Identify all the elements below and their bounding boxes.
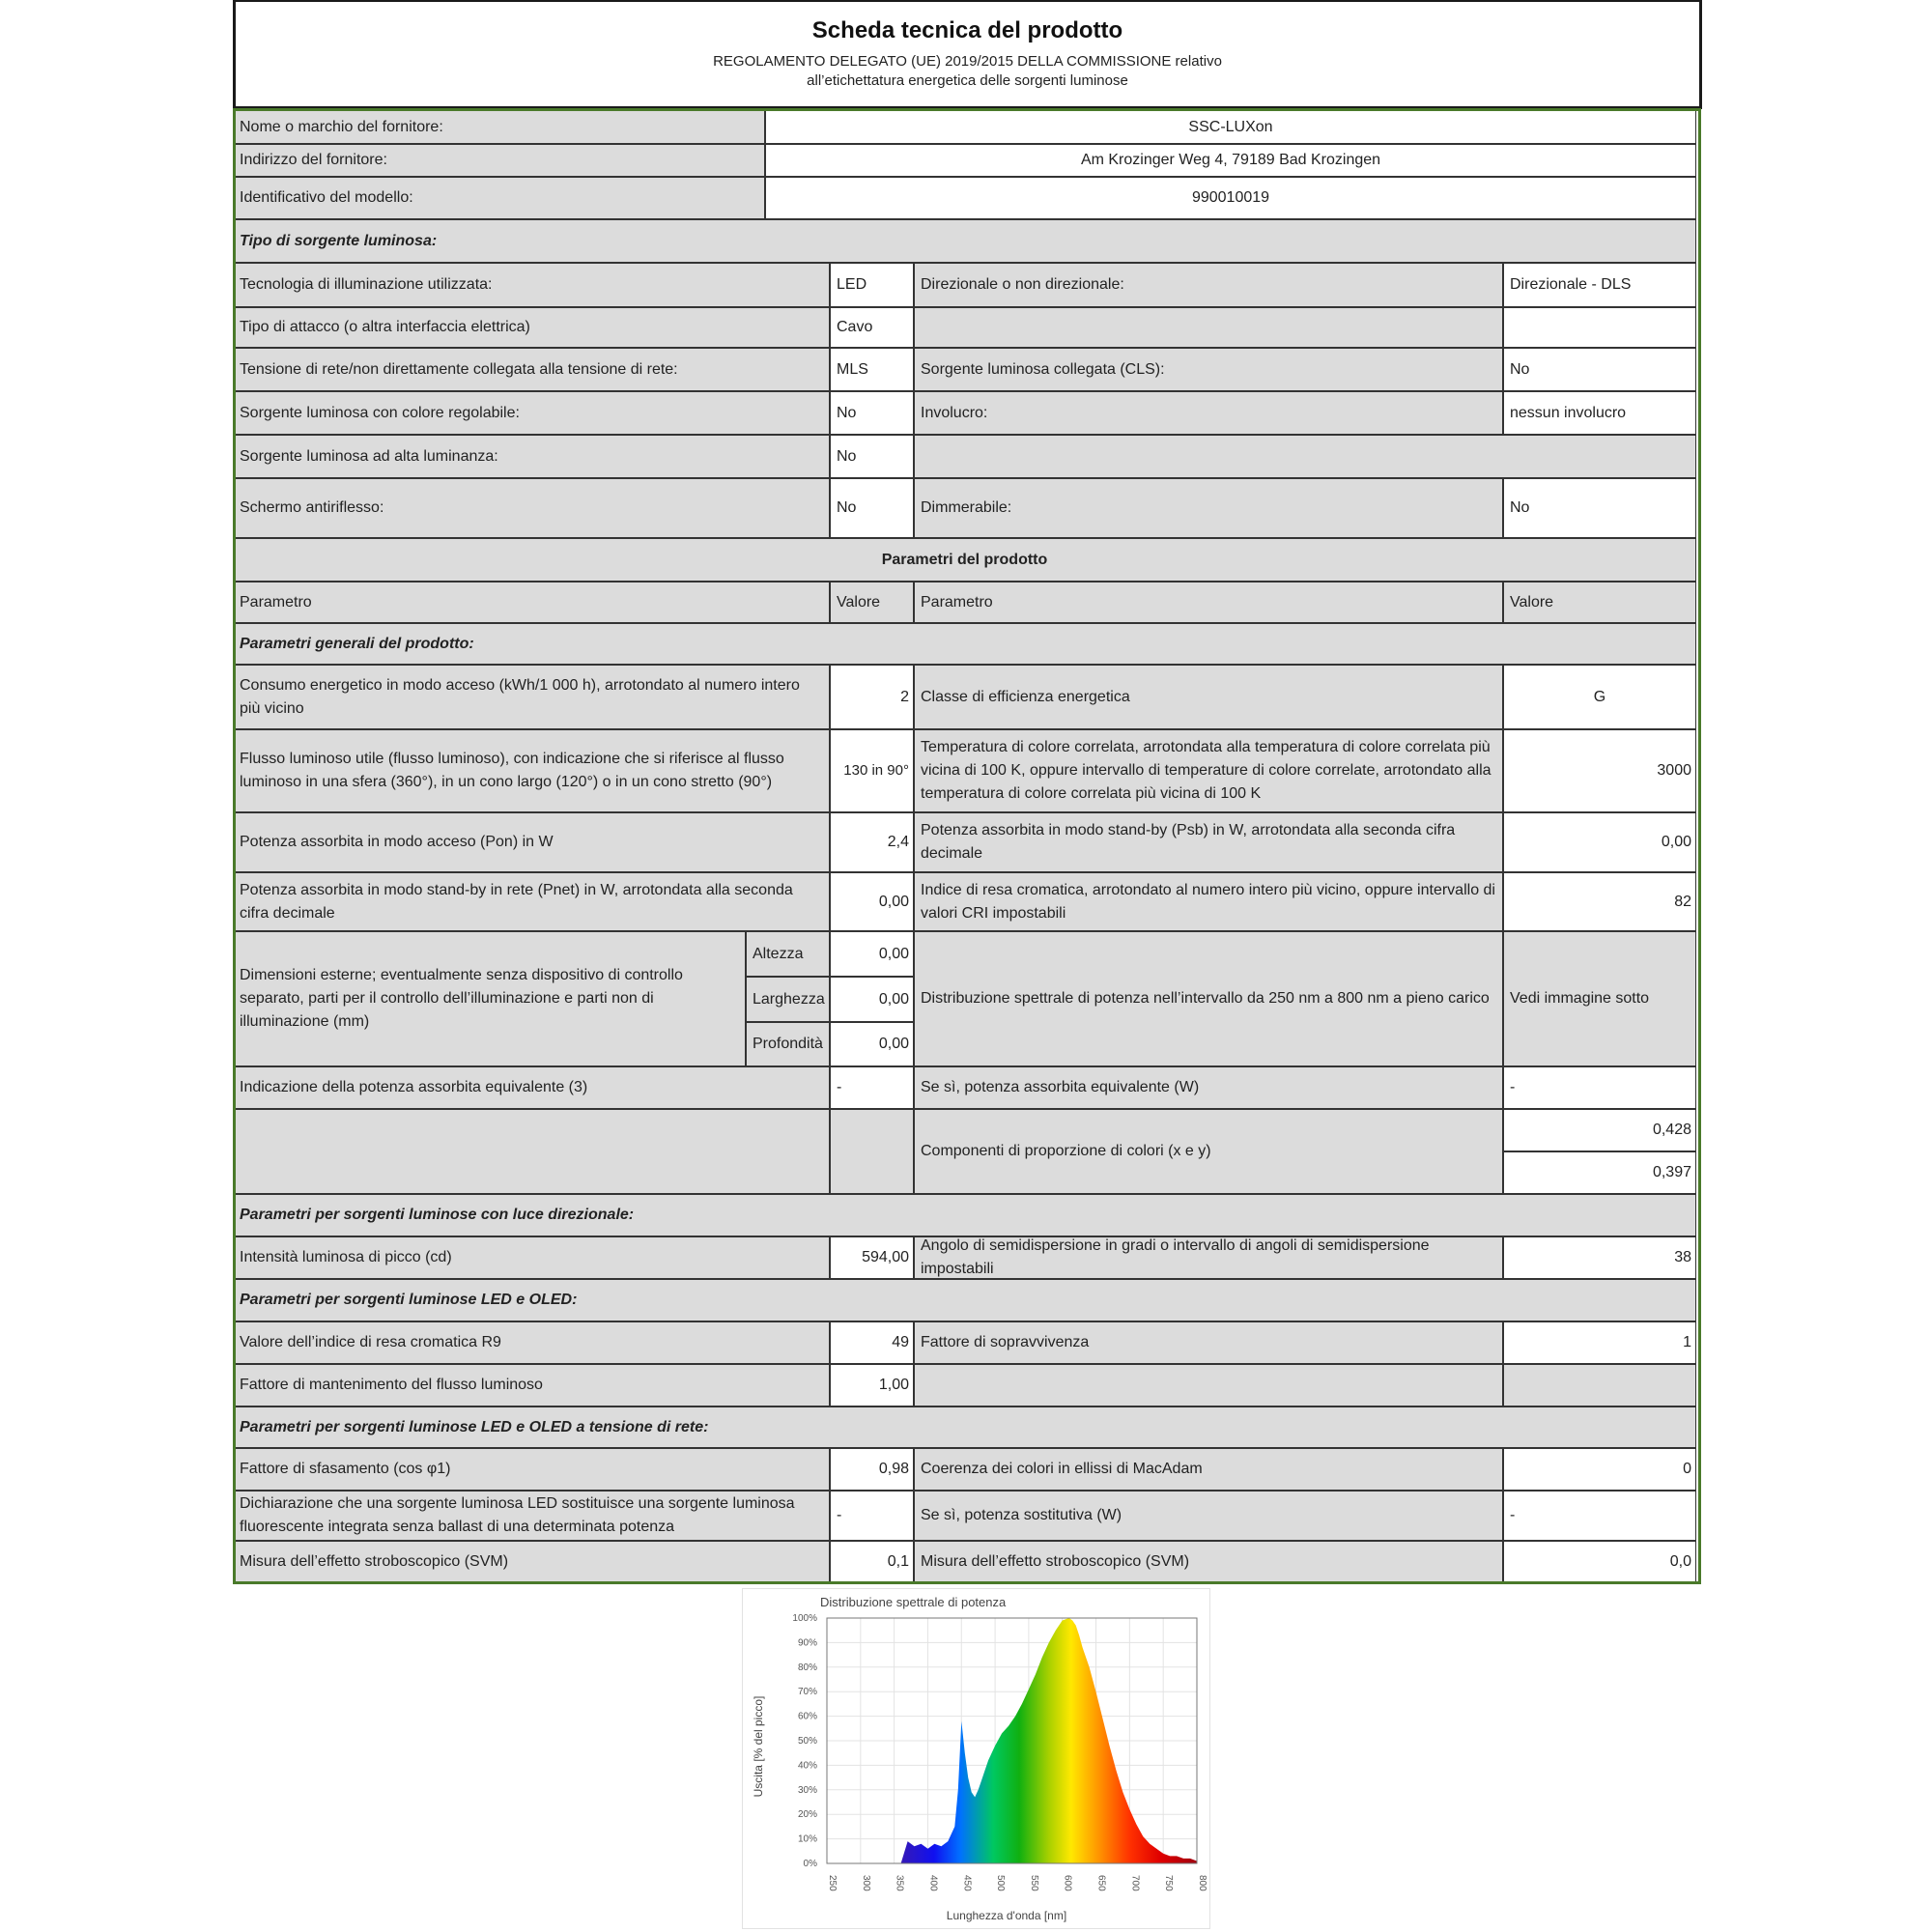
spd-value: Vedi immagine sotto [1503, 931, 1696, 1066]
equivalent-power-w-label: Se sì, potenza assorbita equivalente (W) [914, 1066, 1503, 1109]
spectral-distribution-chart [742, 1588, 1210, 1929]
y-tick-label: 0% [803, 1859, 817, 1869]
cri-value: 82 [1503, 872, 1696, 931]
y-axis-label: Uscita [% del picco] [752, 1695, 765, 1798]
svm-value-right: 0,0 [1503, 1541, 1696, 1583]
replacement-power-label: Se sì, potenza sostitutiva (W) [914, 1491, 1503, 1541]
efficiency-class-label: Classe di efficienza energetica [914, 665, 1503, 729]
y-tick-label: 90% [797, 1637, 817, 1649]
empty-cell [914, 1364, 1503, 1406]
pnet-label: Potenza assorbita in modo stand-by in rete (Pnet) in W, arrotondata alla seconda cifra decimale [233, 872, 830, 931]
chromaticity-x-value: 0,428 [1503, 1109, 1696, 1151]
x-tick-label: 350 [894, 1875, 905, 1891]
pnet-value: 0,00 [830, 872, 914, 931]
cct-value: 3000 [1503, 729, 1696, 812]
mains-label: Tensione di rete/non direttamente collegata alla tensione di rete: [233, 348, 830, 391]
colour-tunable-value: No [830, 391, 914, 435]
x-tick-label: 750 [1163, 1875, 1175, 1891]
model-id-label: Identificativo del modello: [233, 177, 765, 219]
luminous-flux-value: 130 in 90° [830, 729, 914, 812]
product-datasheet [233, 0, 1704, 1587]
supplier-name-label: Nome o marchio del fornitore: [233, 110, 765, 144]
chromaticity-label: Componenti di proporzione di colori (x e y) [914, 1109, 1503, 1194]
efficiency-class-value: G [1503, 665, 1696, 729]
y-tick-label: 80% [797, 1662, 817, 1673]
light-source-type-heading: Tipo di sorgente luminosa: [233, 219, 1696, 263]
col-header-param: Parametro [233, 582, 830, 623]
r9-label: Valore dell’indice di resa cromatica R9 [233, 1321, 830, 1364]
page-title: Scheda tecnica del prodotto [811, 17, 1123, 43]
col-header-param: Parametro [914, 582, 1503, 623]
directional-value: Direzionale - DLS [1503, 263, 1696, 307]
x-tick-label: 800 [1197, 1875, 1208, 1891]
empty-cell [830, 1109, 914, 1194]
anti-glare-label: Schermo antiriflesso: [233, 478, 830, 538]
height-value: 0,00 [830, 931, 914, 977]
svm-label: Misura dell’effetto stroboscopico (SVM) [233, 1541, 830, 1583]
x-tick-label: 550 [1028, 1875, 1039, 1891]
empty-cell [914, 435, 1696, 478]
y-tick-label: 40% [797, 1760, 817, 1772]
supplier-name-value: SSC-LUXon [765, 110, 1696, 144]
cap-type-value: Cavo [830, 307, 914, 348]
colour-tunable-label: Sorgente luminosa con colore regolabile: [233, 391, 830, 435]
x-tick-label: 250 [827, 1875, 838, 1891]
product-params-heading: Parametri del prodotto [233, 538, 1696, 582]
directional-label: Direzionale o non direzionale: [914, 263, 1503, 307]
y-tick-label: 100% [792, 1613, 817, 1624]
empty-cell [1503, 1364, 1696, 1406]
y-tick-label: 20% [797, 1809, 817, 1821]
peak-intensity-label: Intensità luminosa di picco (cd) [233, 1236, 830, 1279]
cri-label: Indice di resa cromatica, arrotondato al numero intero più vicino, oppure intervallo di valori CRI impostabili [914, 872, 1503, 931]
cct-label: Temperatura di colore correlata, arrotondata alla temperatura di colore correlata più vicina di 100 K, oppure intervallo di temperature di colore correlate, arrotondato alla temperatura di colore correlata più vicina di 100 K [914, 729, 1503, 812]
model-id-value: 990010019 [765, 177, 1696, 219]
y-tick-label: 60% [797, 1711, 817, 1722]
y-tick-label: 10% [797, 1833, 817, 1845]
cls-value: No [1503, 348, 1696, 391]
r9-value: 49 [830, 1321, 914, 1364]
pon-label: Potenza assorbita in modo acceso (Pon) in W [233, 812, 830, 872]
psb-value: 0,00 [1503, 812, 1696, 872]
y-tick-label: 50% [797, 1736, 817, 1747]
empty-cell [1503, 307, 1696, 348]
depth-value: 0,00 [830, 1022, 914, 1066]
x-tick-label: 400 [927, 1875, 939, 1891]
x-tick-label: 650 [1095, 1875, 1107, 1891]
macadam-value: 0 [1503, 1448, 1696, 1491]
x-tick-label: 500 [995, 1875, 1007, 1891]
energy-consumption-label: Consumo energetico in modo acceso (kWh/1 000 h), arrotondato al numero intero più vicino [233, 665, 830, 729]
macadam-label: Coerenza dei colori in ellissi di MacAdam [914, 1448, 1503, 1491]
luminous-flux-label: Flusso luminoso utile (flusso luminoso), con indicazione che si riferisce al flusso luminoso in una sfera (360°), in un cono largo (120°) o in un cono stretto (90°) [233, 729, 830, 812]
equivalent-power-w-value: - [1503, 1066, 1696, 1109]
svm-label-right: Misura dell’effetto stroboscopico (SVM) [914, 1541, 1503, 1583]
displacement-factor-label: Fattore di sfasamento (cos φ1) [233, 1448, 830, 1491]
empty-cell [914, 307, 1503, 348]
datasheet-header [233, 0, 1702, 109]
dimmable-label: Dimmerabile: [914, 478, 1503, 538]
led-params-heading: Parametri per sorgenti luminose LED e OLED: [233, 1279, 1696, 1321]
chromaticity-y-value: 0,397 [1503, 1151, 1696, 1194]
empty-cell [233, 1109, 830, 1194]
beam-angle-value: 38 [1503, 1236, 1696, 1279]
chart-title: Distribuzione spettrale di potenza [820, 1595, 1007, 1609]
y-tick-label: 70% [797, 1687, 817, 1698]
beam-angle-label: Angolo di semidispersione in gradi o intervallo di angoli di semidispersione impostabili [914, 1236, 1503, 1279]
svm-value: 0,1 [830, 1541, 914, 1583]
supplier-address-value: Am Krozinger Weg 4, 79189 Bad Krozingen [765, 144, 1696, 177]
chart-canvas [743, 1589, 1209, 1928]
survival-factor-value: 1 [1503, 1321, 1696, 1364]
regulation-subtitle: REGOLAMENTO DELEGATO (UE) 2019/2015 DELLA COMMISSIONE relativo [713, 53, 1222, 70]
technology-label: Tecnologia di illuminazione utilizzata: [233, 263, 830, 307]
width-label: Larghezza [746, 977, 830, 1022]
y-tick-labels [792, 1613, 817, 1869]
supplier-address-label: Indirizzo del fornitore: [233, 144, 765, 177]
height-label: Altezza [746, 931, 830, 977]
energy-consumption-value: 2 [830, 665, 914, 729]
x-axis-label: Lunghezza d'onda [nm] [946, 1909, 1067, 1922]
dimmable-value: No [1503, 478, 1696, 538]
lumen-maintenance-label: Fattore di mantenimento del flusso luminoso [233, 1364, 830, 1406]
col-header-value: Valore [830, 582, 914, 623]
lumen-maintenance-value: 1,00 [830, 1364, 914, 1406]
dimensions-label: Dimensioni esterne; eventualmente senza dispositivo di controllo separato, parti per il controllo dell’illuminazione e parti non di illuminazione (mm) [233, 931, 746, 1066]
directional-params-heading: Parametri per sorgenti luminose con luce direzionale: [233, 1194, 1696, 1236]
high-luminance-value: No [830, 435, 914, 478]
high-luminance-label: Sorgente luminosa ad alta luminanza: [233, 435, 830, 478]
width-value: 0,00 [830, 977, 914, 1022]
replacement-claim-value: - [830, 1491, 914, 1541]
technology-value: LED [830, 263, 914, 307]
cls-label: Sorgente luminosa collegata (CLS): [914, 348, 1503, 391]
x-tick-label: 450 [961, 1875, 973, 1891]
general-params-heading: Parametri generali del prodotto: [233, 623, 1696, 665]
pon-value: 2,4 [830, 812, 914, 872]
regulation-subtitle-2: all’etichettatura energetica delle sorgenti luminose [807, 72, 1128, 89]
x-tick-labels [827, 1875, 1208, 1891]
replacement-power-value: - [1503, 1491, 1696, 1541]
displacement-factor-value: 0,98 [830, 1448, 914, 1491]
survival-factor-label: Fattore di sopravvivenza [914, 1321, 1503, 1364]
x-tick-label: 600 [1062, 1875, 1073, 1891]
spd-label: Distribuzione spettrale di potenza nell’intervallo da 250 nm a 800 nm a pieno carico [914, 931, 1503, 1066]
replacement-claim-label: Dichiarazione che una sorgente luminosa LED sostituisce una sorgente luminosa fluorescente integrata senza ballast di una determinata potenza [233, 1491, 830, 1541]
psb-label: Potenza assorbita in modo stand-by (Psb) in W, arrotondata alla seconda cifra decimale [914, 812, 1503, 872]
x-tick-label: 300 [860, 1875, 871, 1891]
depth-label: Profondità [746, 1022, 830, 1066]
anti-glare-value: No [830, 478, 914, 538]
cap-type-label: Tipo di attacco (o altra interfaccia elettrica) [233, 307, 830, 348]
peak-intensity-value: 594,00 [830, 1236, 914, 1279]
equivalent-power-label: Indicazione della potenza assorbita equivalente (3) [233, 1066, 830, 1109]
mains-value: MLS [830, 348, 914, 391]
equivalent-power-value: - [830, 1066, 914, 1109]
envelope-label: Involucro: [914, 391, 1503, 435]
x-tick-label: 700 [1129, 1875, 1141, 1891]
col-header-value: Valore [1503, 582, 1696, 623]
mains-params-heading: Parametri per sorgenti luminose LED e OLED a tensione di rete: [233, 1406, 1696, 1448]
envelope-value: nessun involucro [1503, 391, 1696, 435]
y-tick-label: 30% [797, 1784, 817, 1796]
